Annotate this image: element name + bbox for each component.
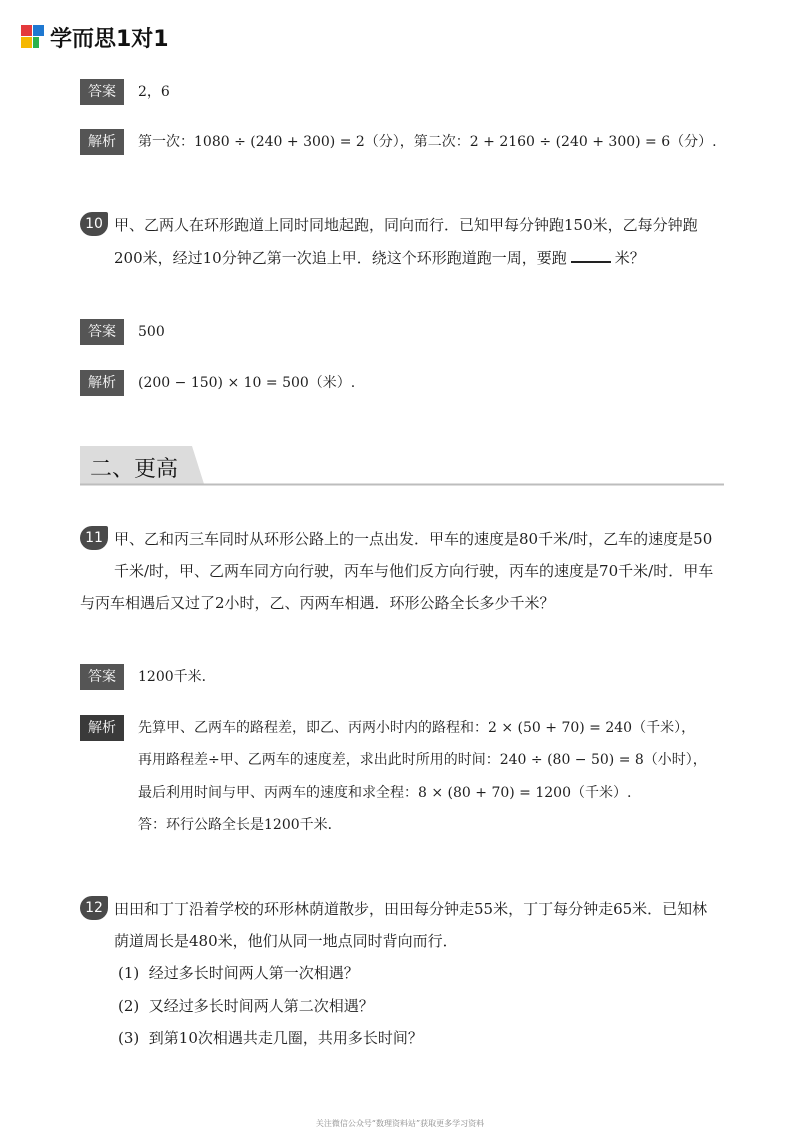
section-title: 二、更高	[90, 457, 179, 482]
logo-mark-icon	[20, 24, 46, 50]
subquestion-label: (2)	[118, 997, 140, 1015]
subquestion-text: 到第10次相遇共走几圈，共用多长时间？	[148, 1029, 423, 1047]
q11-analysis-line: 先算甲、乙两车的路程差，即乙、丙两小时内的路程和：2 × (50 + 70) = 240（千米），	[138, 720, 696, 736]
q9-analysis: 第一次：1080 ÷ (240 + 300) = 2（分），第二次：2 + 2160 ÷ (240 + 300) = 6（分）.	[138, 134, 717, 150]
answer-tag: 答案	[80, 79, 124, 105]
q10-answer: 500	[138, 324, 165, 340]
subquestion-text: 经过多长时间两人第一次相遇？	[148, 964, 359, 982]
analysis-tag: 解析	[80, 715, 124, 741]
q12-subquestion	[118, 996, 374, 1016]
q12-subquestion	[118, 1028, 423, 1048]
q11-line3: 与丙车相遇后又过了2小时，乙、丙两车相遇．环形公路全长多少千米？	[80, 594, 555, 612]
subquestion-text: 又经过多长时间两人第二次相遇？	[148, 997, 374, 1015]
subquestion-label: (1)	[118, 964, 140, 982]
q12-subquestion	[118, 963, 359, 983]
q10-analysis: (200 − 150) × 10 = 500（米）.	[138, 375, 356, 391]
q11-line1: 甲、乙和丙三车同时从环形公路上的一点出发．甲车的速度是80千米/时，乙车的速度是50	[114, 530, 713, 548]
answer-tag: 答案	[80, 319, 124, 345]
subquestion-label: (3)	[118, 1029, 140, 1047]
question-number: 10	[80, 212, 108, 236]
answer-tag: 答案	[80, 664, 124, 690]
q12-line1: 田田和丁丁沿着学校的环形林荫道散步，田田每分钟走55米，丁丁每分钟走65米．已知林	[114, 900, 708, 918]
q11-line2: 千米/时，甲、乙两车同方向行驶，丙车与他们反方向行驶，丙车的速度是70千米/时．甲车	[114, 562, 714, 580]
q11-analysis-line: 最后利用时间与甲、丙两车的速度和求全程：8 × (80 + 70) = 1200（千米）.	[138, 785, 632, 801]
q10-line2	[114, 247, 645, 268]
section-header	[80, 446, 724, 486]
q10-line2a: 200米，经过10分钟乙第一次追上甲．绕这个环形跑道跑一周，要跑	[114, 249, 567, 267]
q11-answer: 1200千米．	[138, 669, 216, 685]
analysis-tag: 解析	[80, 129, 124, 155]
question-number: 11	[80, 526, 108, 550]
q9-answer: 2，6	[138, 84, 170, 100]
question-number: 12	[80, 896, 108, 920]
q11-analysis-line: 再用路程差÷甲、乙两车的速度差，求出此时所用的时间：240 ÷ (80 − 50) = 8（小时），	[138, 752, 707, 768]
q10-line2b: 米？	[614, 249, 645, 267]
q10-line1: 甲、乙两人在环形跑道上同时同地起跑，同向而行．已知甲每分钟跑150米，乙每分钟跑	[114, 216, 698, 234]
q12-line2: 荫道周长是480米，他们从同一地点同时背向而行．	[114, 932, 458, 950]
brand-name: 学而思1对1	[50, 26, 169, 52]
page-footer: 关注微信公众号“数理资料站”获取更多学习资料	[315, 1119, 485, 1128]
answer-blank	[571, 247, 611, 263]
q11-analysis-line: 答：环行公路全长是1200千米．	[138, 817, 342, 833]
brand-logo	[20, 20, 169, 54]
analysis-tag: 解析	[80, 370, 124, 396]
